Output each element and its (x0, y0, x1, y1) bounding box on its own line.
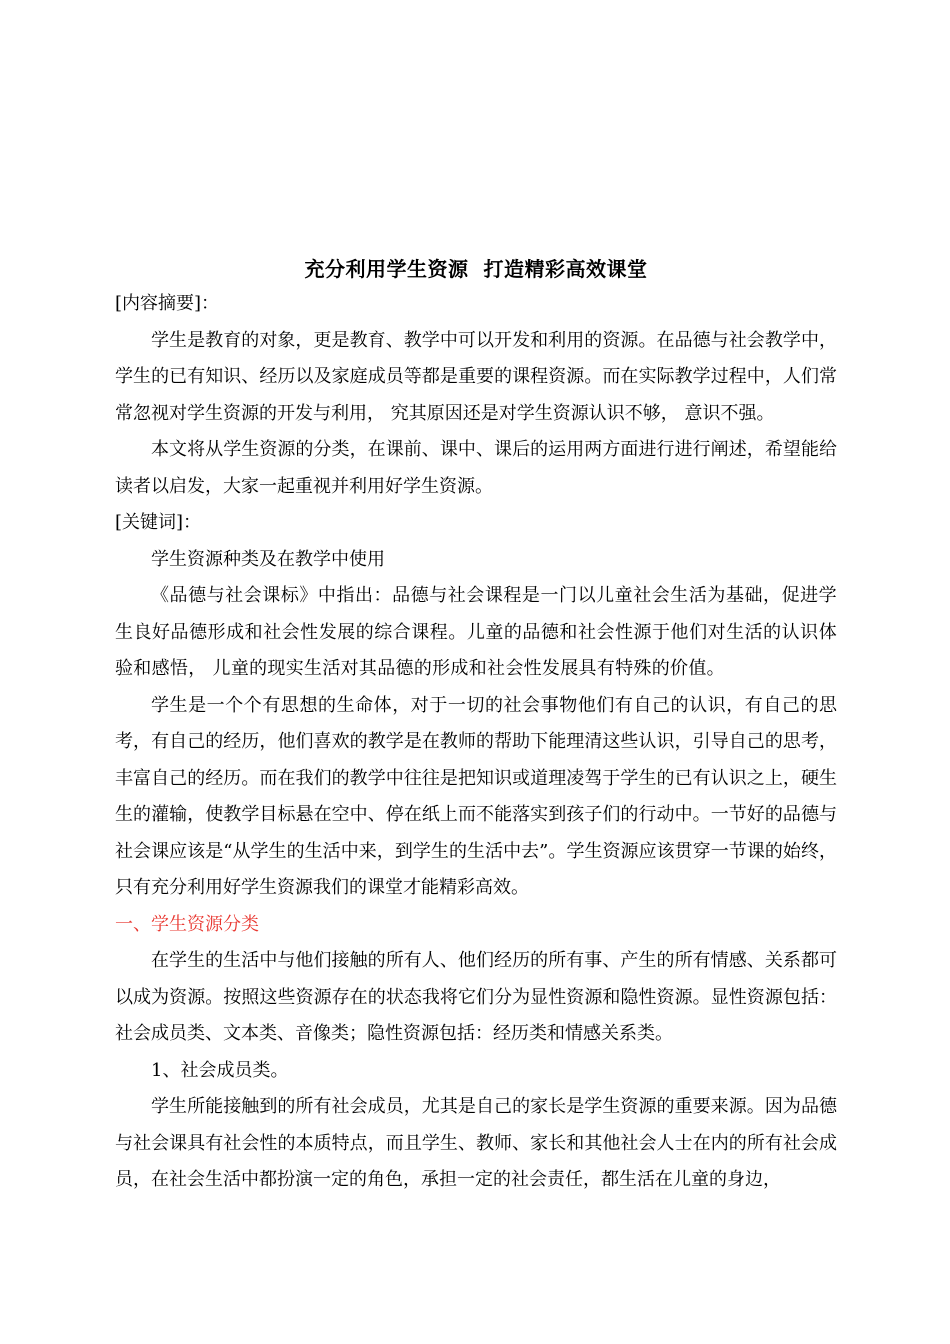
abstract-label: [内容摘要]： (115, 293, 220, 314)
abstract-paragraph-1: 学生是教育的对象，更是教育、教学中可以开发和利用的资源。在品德与社会教学中，学生的已有知识、经历以及家庭成员等都是重要的课程资源。而在实际教学过程中，人们常常忽视对学生资源的开发与利用， 究其原因还是对学生资源认识不够， 意识不强。 (115, 329, 837, 424)
curriculum-quote-paragraph: 《品德与社会课标》中指出：品德与社会课程是一门以儿童社会生活为基础，促进学生良好品德形成和社会性发展的综合课程。儿童的品德和社会性源于他们对生活的认识体验和感悟， 儿童的现实生活对其品德的形成和社会性发展具有特殊的价值。 (115, 585, 837, 679)
body-paragraph-1: 学生是一个个有思想的生命体，对于一切的社会事物他们有自己的认识，有自己的思考，有自己的经历，他们喜欢的教学是在教师的帮助下能理清这些认识，引导自己的思考，丰富自己的经历。而在我们的教学中往往是把知识或道理凌驾于学生的已有认识之上，硬生生的灌输，使教学目标悬在空中、停在纸上而不能落实到孩子们的行动中。一节好的品德与社会课应该是“从学生的生活中来，到学生的生活中去”。学生资源应该贯穿一节课的始终，只有充分利用好学生资源我们的课堂才能精彩高效。 (115, 694, 837, 898)
abstract-paragraph-2: 本文将从学生资源的分类，在课前、课中、课后的运用两方面进行进行阐述，希望能给读者以启发，大家一起重视并利用好学生资源。 (115, 439, 837, 497)
section-heading-1: 一、学生资源分类 (115, 913, 259, 935)
keywords-label: [关键词]： (115, 512, 202, 533)
document-body (115, 252, 837, 1199)
keywords-text: 学生资源种类及在教学中使用 (151, 548, 385, 570)
subsection-heading-1: 1、社会成员类。 (151, 1059, 289, 1081)
section-1-paragraph: 在学生的生活中与他们接触的所有人、他们经历的所有事、产生的所有情感、关系都可以成为资源。按照这些资源存在的状态我将它们分为显性资源和隐性资源。显性资源包括：社会成员类、文本类、音像类；隐性资源包括：经历类和情感关系类。 (115, 950, 837, 1044)
document-title: 充分利用学生资源 打造精彩高效课堂 (304, 257, 648, 281)
subsection-1-paragraph: 学生所能接触到的所有社会成员，尤其是自己的家长是学生资源的重要来源。因为品德与社会课具有社会性的本质特点，而且学生、教师、家长和其他社会人士在内的所有社会成员，在社会生活中都扮演一定的角色，承担一定的社会责任，都生活在儿童的身边， (115, 1096, 837, 1190)
